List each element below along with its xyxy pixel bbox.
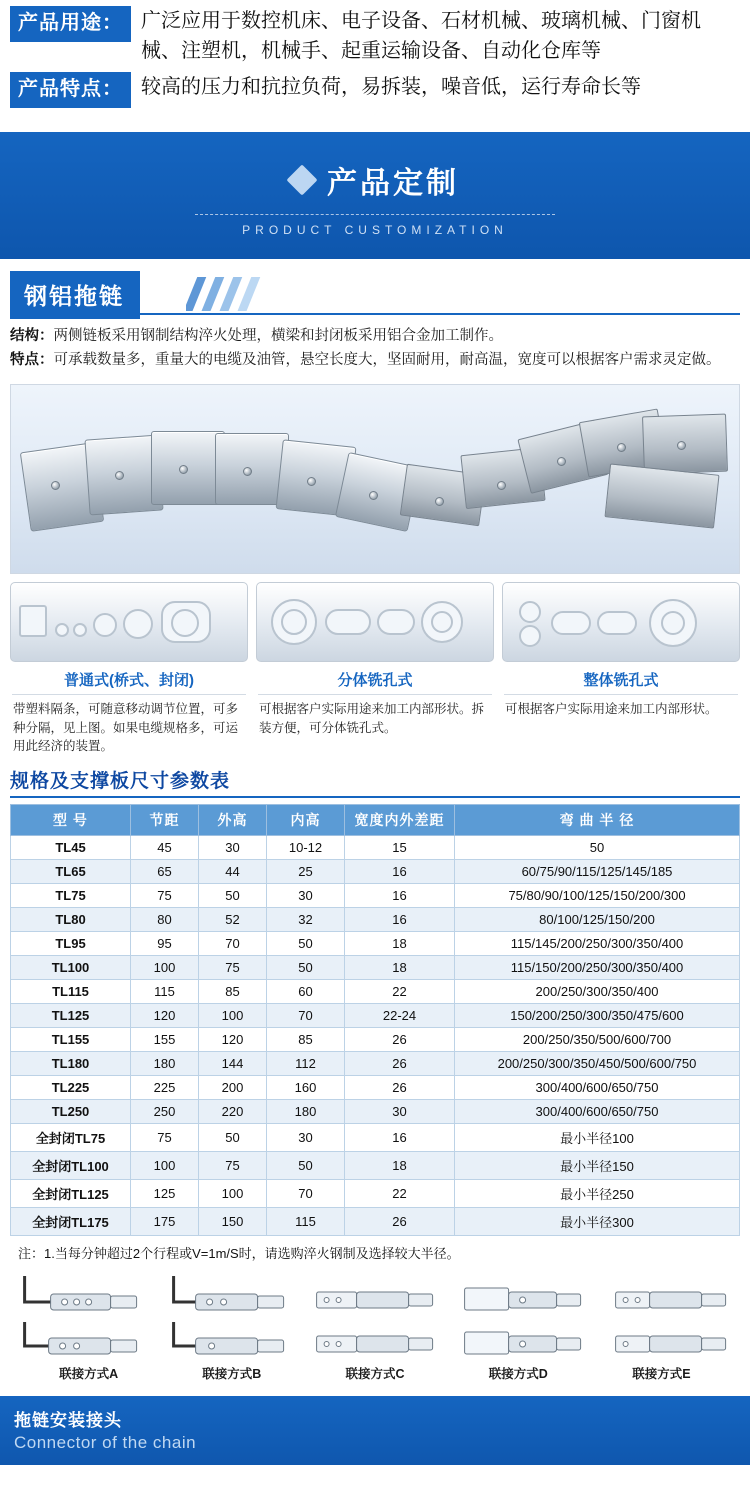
cell-value: 45 (131, 836, 199, 860)
cell-value: 144 (199, 1052, 267, 1076)
cell-value: 85 (267, 1028, 345, 1052)
banner-divider (195, 214, 555, 215)
cross-section-integral-image (502, 582, 740, 662)
cell-value: 75 (199, 956, 267, 980)
table-row (11, 908, 740, 932)
table-row (11, 1028, 740, 1052)
connection-row-top (10, 1268, 740, 1316)
table-body (11, 836, 740, 1236)
cell-value: 26 (345, 1028, 455, 1052)
cell-value: 175 (131, 1208, 199, 1236)
features-tag-label: 产品特点： (10, 72, 131, 108)
cell-value: 75 (131, 884, 199, 908)
connector-e-bottom-icon (599, 1316, 740, 1364)
th-width-diff: 宽度内外差距 (345, 805, 455, 836)
cell-model: TL100 (11, 956, 131, 980)
cell-value: 250 (131, 1100, 199, 1124)
table-row (11, 884, 740, 908)
cell-value: 30 (345, 1100, 455, 1124)
connection-label-b: 联接方式B (202, 1367, 262, 1382)
card-standard-note: 带塑料隔条，可随意移动调节位置，可多种分隔，见上图。如果电缆规格多，可运用此经济的装置。 (13, 701, 239, 754)
cell-value: 100 (131, 1152, 199, 1180)
connector-c-top-icon (304, 1268, 445, 1316)
cell-value: 80 (131, 908, 199, 932)
diamond-icon (286, 164, 317, 195)
bottom-banner-cn: 拖链安装接头 (14, 1411, 122, 1431)
connector-c-bottom-icon (304, 1316, 445, 1364)
cell-value: 65 (131, 860, 199, 884)
connection-diagram-c-bottom (304, 1316, 445, 1364)
stripes-decoration (186, 277, 326, 311)
cell-value: 112 (267, 1052, 345, 1076)
cell-value: 160 (267, 1076, 345, 1100)
table-row (11, 1124, 740, 1152)
cell-value: 125 (131, 1180, 199, 1208)
cell-value: 50 (455, 836, 740, 860)
cell-value: 155 (131, 1028, 199, 1052)
cell-value: 115 (267, 1208, 345, 1236)
feature-label: 特点： (10, 352, 54, 369)
cell-model: TL65 (11, 860, 131, 884)
cell-value: 32 (267, 908, 345, 932)
cell-value: 最小半径250 (455, 1180, 740, 1208)
connection-diagram-d-top (452, 1268, 593, 1316)
cell-value: 80/100/125/150/200 (455, 908, 740, 932)
connection-row-bottom (10, 1316, 740, 1364)
product-photo (10, 384, 740, 574)
cell-value: 60 (267, 980, 345, 1004)
cell-value: 50 (199, 884, 267, 908)
cell-value: 100 (199, 1180, 267, 1208)
table-row (11, 1076, 740, 1100)
connector-b-bottom-icon (157, 1316, 298, 1364)
cross-section-standard-image (10, 582, 248, 662)
cell-value: 50 (267, 932, 345, 956)
cell-value: 18 (345, 932, 455, 956)
th-bend-radius: 弯 曲 半 径 (455, 805, 740, 836)
table-row (11, 956, 740, 980)
table-row (11, 1052, 740, 1076)
cell-value: 100 (131, 956, 199, 980)
card-standard (10, 582, 248, 756)
cell-value: 70 (267, 1004, 345, 1028)
table-caption (10, 766, 740, 798)
description-block (0, 315, 750, 380)
banner-subtitle: PRODUCT CUSTOMIZATION (242, 223, 508, 237)
cell-value: 30 (199, 836, 267, 860)
table-row (11, 1152, 740, 1180)
cell-value: 120 (199, 1028, 267, 1052)
connector-b-top-icon (157, 1268, 298, 1316)
cell-model: TL95 (11, 932, 131, 956)
section-header (0, 271, 750, 315)
table-row (11, 1180, 740, 1208)
cell-value: 15 (345, 836, 455, 860)
card-split-milled (256, 582, 494, 756)
connector-d-bottom-icon (452, 1316, 593, 1364)
cell-value: 85 (199, 980, 267, 1004)
cell-value: 75 (199, 1152, 267, 1180)
table-header-row (11, 805, 740, 836)
connection-diagram-e-top (599, 1268, 740, 1316)
cell-value: 300/400/600/650/750 (455, 1100, 740, 1124)
cell-value: 100 (199, 1004, 267, 1028)
customization-banner (0, 132, 750, 259)
connection-label-e: 联接方式E (632, 1367, 691, 1382)
connection-label-c: 联接方式C (345, 1367, 405, 1382)
th-outer-height: 外高 (199, 805, 267, 836)
th-pitch: 节距 (131, 805, 199, 836)
cell-value: 70 (199, 932, 267, 956)
cell-model: TL155 (11, 1028, 131, 1052)
cell-value: 50 (199, 1124, 267, 1152)
cell-value: 50 (267, 956, 345, 980)
cell-value: 150/200/250/300/350/475/600 (455, 1004, 740, 1028)
connection-diagram-b-bottom (157, 1316, 298, 1364)
cell-value: 150 (199, 1208, 267, 1236)
connection-diagram-a-top (10, 1268, 151, 1316)
usage-tag-label: 产品用途： (10, 6, 131, 42)
cell-model: 全封闭TL75 (11, 1124, 131, 1152)
cell-value: 300/400/600/650/750 (455, 1076, 740, 1100)
cell-model: TL80 (11, 908, 131, 932)
cell-value: 10-12 (267, 836, 345, 860)
cell-value: 95 (131, 932, 199, 956)
connector-a-top-icon (10, 1268, 151, 1316)
table-caption-text: 规格及支撑板尺寸参数表 (10, 771, 231, 793)
cell-value: 25 (267, 860, 345, 884)
connection-label-d: 联接方式D (488, 1367, 548, 1382)
cell-value: 26 (345, 1052, 455, 1076)
card-integral-title: 整体铣孔式 (504, 662, 738, 695)
cell-value: 26 (345, 1208, 455, 1236)
cell-value: 200 (199, 1076, 267, 1100)
cell-value: 22-24 (345, 1004, 455, 1028)
cell-value: 220 (199, 1100, 267, 1124)
cell-value: 16 (345, 1124, 455, 1152)
cell-value: 120 (131, 1004, 199, 1028)
card-split-title: 分体铣孔式 (258, 662, 492, 695)
cell-value: 180 (267, 1100, 345, 1124)
table-row (11, 1004, 740, 1028)
connection-label-a: 联接方式A (59, 1367, 119, 1382)
cell-value: 180 (131, 1052, 199, 1076)
cell-value: 115/145/200/250/300/350/400 (455, 932, 740, 956)
cell-value: 75 (131, 1124, 199, 1152)
cell-model: TL180 (11, 1052, 131, 1076)
cell-model: TL125 (11, 1004, 131, 1028)
table-row (11, 836, 740, 860)
table-row (11, 1100, 740, 1124)
cell-model: TL75 (11, 884, 131, 908)
card-integral-note: 可根据客户实际用途来加工内部形状。 (505, 701, 718, 716)
bottom-banner (0, 1396, 750, 1465)
connection-diagram-e-bottom (599, 1316, 740, 1364)
cell-value: 22 (345, 1180, 455, 1208)
cell-value: 30 (267, 1124, 345, 1152)
connector-d-top-icon (452, 1268, 593, 1316)
cell-model: TL250 (11, 1100, 131, 1124)
cell-value: 70 (267, 1180, 345, 1208)
connection-diagrams (0, 1266, 750, 1382)
banner-title-group (291, 158, 459, 202)
cell-value: 75/80/90/100/125/150/200/300 (455, 884, 740, 908)
cell-model: 全封闭TL100 (11, 1152, 131, 1180)
cell-value: 44 (199, 860, 267, 884)
cell-model: 全封闭TL175 (11, 1208, 131, 1236)
cell-value: 50 (267, 1152, 345, 1180)
table-note: 注：1.当每分钟超过2个行程或V=1m/S时，请选购淬火钢制及选择较大半径。 (18, 1246, 460, 1262)
cell-value: 16 (345, 860, 455, 884)
cell-value: 22 (345, 980, 455, 1004)
connector-e-top-icon (599, 1268, 740, 1316)
cell-value: 200/250/300/350/400 (455, 980, 740, 1004)
card-split-note: 可根据客户实际用途来加工内部形状。拆装方便，可分体铣孔式。 (259, 701, 485, 735)
table-row (11, 980, 740, 1004)
spec-row-features (10, 72, 740, 108)
cell-value: 最小半径150 (455, 1152, 740, 1180)
connection-diagram-a-bottom (10, 1316, 151, 1364)
banner-title-text: 产品定制 (327, 167, 459, 200)
spec-table (10, 804, 740, 1236)
cell-value: 最小半径300 (455, 1208, 740, 1236)
cell-value: 60/75/90/115/125/145/185 (455, 860, 740, 884)
cell-value: 16 (345, 908, 455, 932)
cell-model: TL45 (11, 836, 131, 860)
card-integral-milled (502, 582, 740, 756)
cell-value: 18 (345, 1152, 455, 1180)
connection-diagram-b-top (157, 1268, 298, 1316)
cell-value: 200/250/300/350/450/500/600/750 (455, 1052, 740, 1076)
section-title: 钢铝拖链 (10, 271, 140, 319)
th-inner-height: 内高 (267, 805, 345, 836)
features-text: 较高的压力和抗拉负荷，易拆装，噪音低，运行寿命长等 (141, 76, 641, 98)
card-standard-title: 普通式(桥式、封闭) (12, 662, 246, 695)
structure-line (10, 325, 740, 347)
structure-label: 结构： (10, 328, 54, 344)
connection-labels (10, 1364, 740, 1382)
connection-diagram-c-top (304, 1268, 445, 1316)
cell-value: 225 (131, 1076, 199, 1100)
connector-a-bottom-icon (10, 1316, 151, 1364)
cell-value: 115/150/200/250/300/350/400 (455, 956, 740, 980)
cell-value: 26 (345, 1076, 455, 1100)
cell-value: 30 (267, 884, 345, 908)
table-row (11, 1208, 740, 1236)
cell-value: 16 (345, 884, 455, 908)
spec-row-usage (10, 6, 740, 66)
cell-value: 18 (345, 956, 455, 980)
cell-value: 115 (131, 980, 199, 1004)
table-row (11, 860, 740, 884)
cell-model: TL115 (11, 980, 131, 1004)
th-model: 型 号 (11, 805, 131, 836)
usage-text: 广泛应用于数控机床、电子设备、石材机械、玻璃机械、门窗机械、注塑机，机械手、起重运输设备、自动化仓库等 (141, 10, 701, 62)
cell-value: 52 (199, 908, 267, 932)
table-row (11, 932, 740, 956)
cross-section-split-image (256, 582, 494, 662)
connection-diagram-d-bottom (452, 1316, 593, 1364)
cell-value: 最小半径100 (455, 1124, 740, 1152)
bottom-banner-en: Connector of the chain (14, 1433, 197, 1453)
cell-model: TL225 (11, 1076, 131, 1100)
cable-chain-illustration (11, 385, 739, 573)
cell-model: 全封闭TL125 (11, 1180, 131, 1208)
cross-section-cards (0, 574, 750, 756)
cell-value: 200/250/350/500/600/700 (455, 1028, 740, 1052)
feature-text: 可承载数量多，重量大的电缆及油管，悬空长度大，坚固耐用，耐高温，宽度可以根据客户需求灵定做。 (53, 352, 721, 369)
bottom-spacer (0, 1465, 750, 1507)
top-spec-block (0, 0, 750, 118)
feature-line (10, 349, 740, 371)
structure-text: 两侧链板采用钢制结构淬火处理，横梁和封闭板采用铝合金加工制作。 (53, 328, 503, 344)
